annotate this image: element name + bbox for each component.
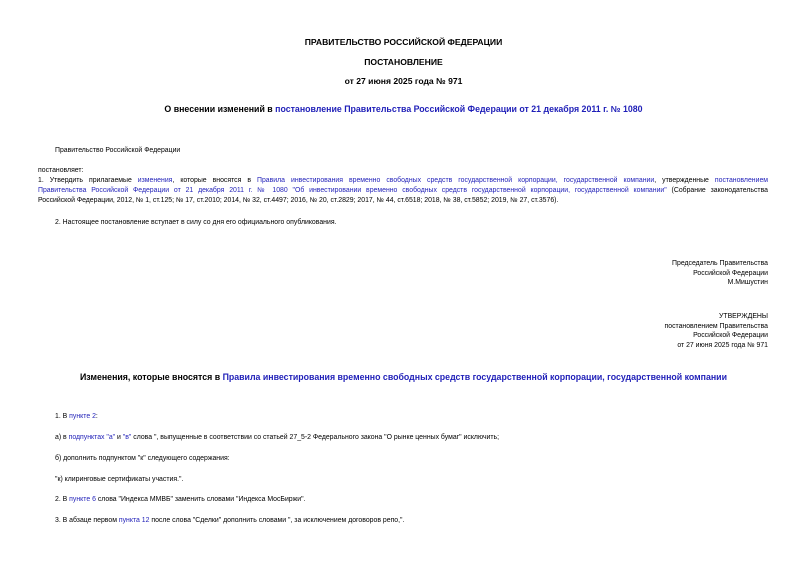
signature-organization: Российской Федерации [693, 269, 768, 277]
rules-link[interactable]: Правила инвестирования временно свободных средств государственной корпорации, государственной компании [257, 177, 655, 184]
item3-prefix: 3. В абзаце первом [55, 517, 119, 524]
approval-label: УТВЕРЖДЕНЫ [719, 313, 768, 320]
item1a-subpoint-a-link[interactable]: подпунктах "а" [68, 434, 116, 441]
changes-link[interactable]: изменения [137, 177, 173, 184]
paragraph-2: 2. Настоящее постановление вступает в силу со дня его официального опубликования. [55, 219, 337, 226]
resolves-text: постановляет: [38, 167, 84, 174]
change-item-3 [55, 516, 404, 525]
item2-suffix: слова "Индекса ММВБ" заменить словами "Индекса МосБиржи". [95, 496, 306, 503]
signature-block [672, 259, 768, 288]
p1-text-b: , которые вносятся в [172, 177, 258, 184]
item1-point2-link[interactable]: пункте 2 [69, 413, 96, 420]
item1a-subpoint-v-link[interactable]: "в" [122, 434, 132, 441]
change-item-1b-quote: "к) клиринговые сертификаты участия.". [55, 476, 184, 483]
item3-point12-link[interactable]: пункта 12 [118, 517, 150, 524]
change-item-1 [55, 412, 98, 421]
changes-title-prefix: Изменения, которые вносятся в [79, 372, 223, 382]
change-item-2 [55, 495, 305, 504]
item1-prefix: 1. В [55, 413, 70, 420]
approval-line-2: постановлением Правительства [664, 322, 768, 330]
paragraph-1-line-3: Российской Федерации, 2012, № 1, ст.125; № 17, ст.2010; 2014, № 32, ст.4497; 2016, № 20, ст.2829; 2017, № 44, ст.6518; 2018, № 38, ст.5852; 2019, № 27, ст.3576). [38, 197, 559, 204]
item2-point6-link[interactable]: пункте 6 [69, 496, 96, 503]
item2-prefix: 2. В [55, 496, 70, 503]
change-item-1b: б) дополнить подпунктом "к" следующего содержания: [55, 455, 230, 462]
approval-block [665, 312, 769, 350]
item1a-text-c: слова ", выпущенные в соответствии со статьей 27_5-2 Федерального закона "О рынке ценных бумаг" исключить; [131, 434, 500, 441]
p1-text-a: 1. Утвердить прилагаемые [38, 177, 138, 184]
resolution-link-inline-b[interactable]: Правительства Российской Федерации от 21 декабря 2011 г. № 1080 "Об инвестировании временно свободных средств государственной корпорации, государственной компании" [38, 187, 667, 194]
government-name: Правительство Российской Федерации [55, 147, 181, 154]
signature-position: Председатель Правительства [672, 260, 768, 267]
changes-rules-link[interactable]: Правила инвестирования временно свободных средств государственной корпорации, государственной компании [222, 372, 727, 382]
item1-suffix: : [95, 413, 98, 420]
approval-line-3: Российской Федерации [693, 332, 768, 340]
document-title [0, 104, 807, 114]
approval-date: от 27 июня 2025 года № 971 [677, 341, 768, 349]
change-item-1a [55, 433, 499, 442]
document-type: ПОСТАНОВЛЕНИЕ [364, 57, 443, 67]
paragraph-1-line-1 [38, 176, 768, 185]
p1-text-d: (Собрание законодательства [666, 187, 768, 194]
item1a-text-a: а) в [55, 434, 69, 441]
item3-suffix: после слова "Сделки" дополнить словами ", за исключением договоров репо,". [149, 517, 405, 524]
item1a-text-b: и [115, 434, 123, 441]
signature-name: М.Мишустин [727, 279, 768, 287]
document-date-number: от 27 июня 2025 года № 971 [344, 76, 463, 86]
changes-title [0, 372, 807, 382]
resolution-link-inline-a[interactable]: постановлением [714, 177, 769, 184]
resolution-link[interactable]: постановление Правительства Российской Федерации от 21 декабря 2011 г. № 1080 [275, 104, 643, 114]
paragraph-1-line-2 [38, 186, 768, 195]
government-header: ПРАВИТЕЛЬСТВО РОССИЙСКОЙ ФЕДЕРАЦИИ [304, 37, 503, 47]
document-title-prefix: О внесении изменений в [164, 104, 276, 114]
p1-text-c: , утвержденные [654, 177, 715, 184]
